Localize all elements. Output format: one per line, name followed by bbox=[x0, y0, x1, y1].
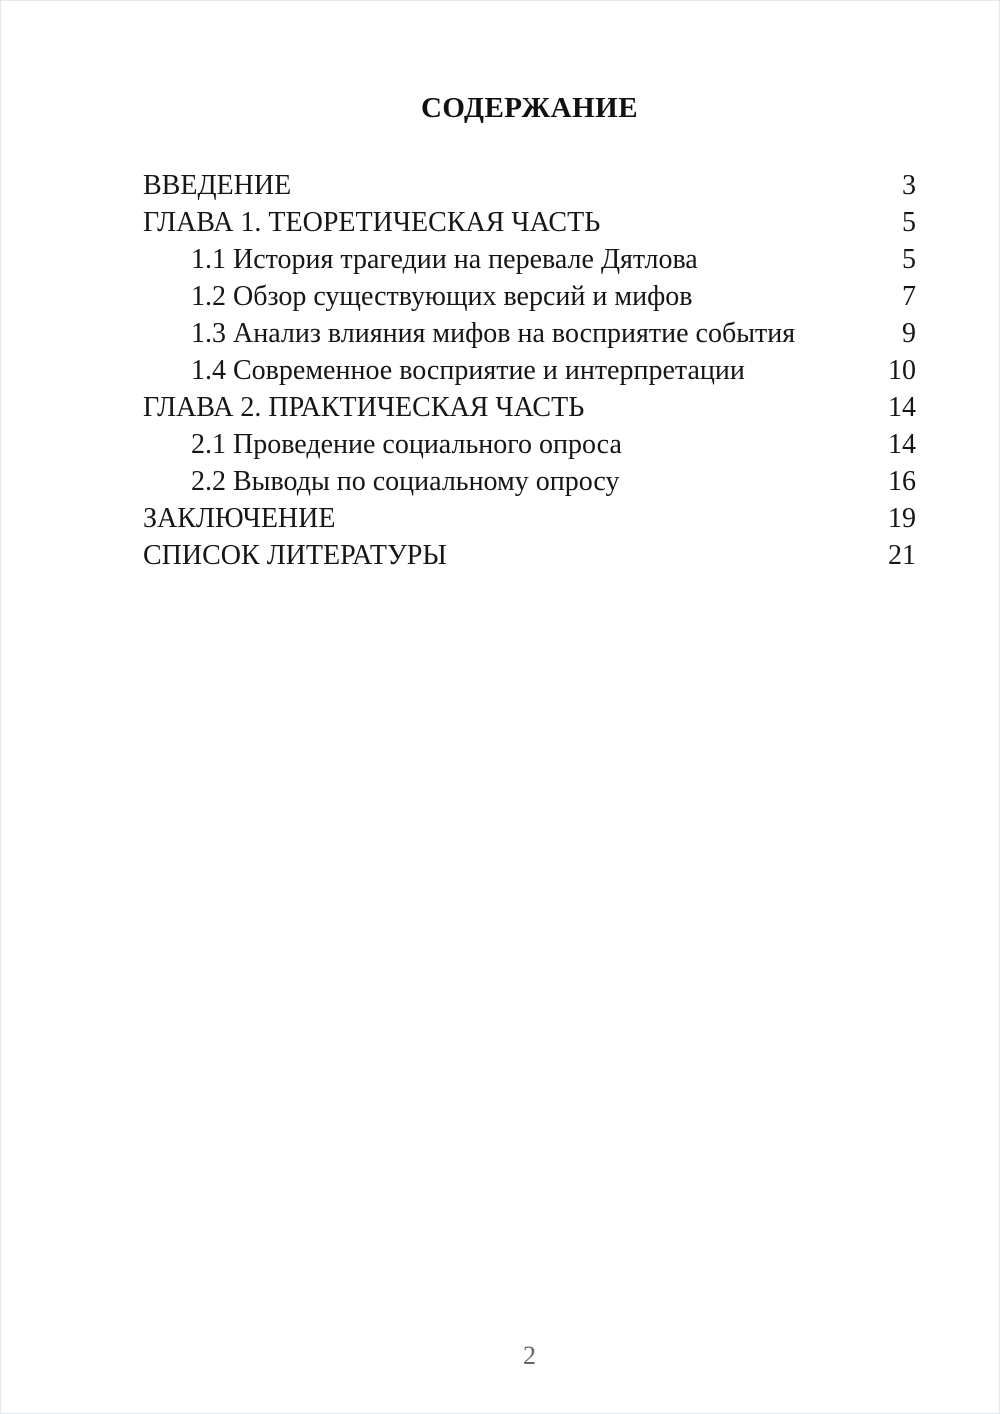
toc-entry bbox=[143, 537, 916, 574]
toc-entry-page: 7 bbox=[902, 281, 916, 312]
toc-entry-label: 1.2 Обзор существующих версий и мифов bbox=[191, 281, 693, 312]
toc-entry-page: 3 bbox=[902, 170, 916, 201]
toc-entry-page: 5 bbox=[902, 244, 916, 275]
toc-entry-label: 2.1 Проведение социального опроса bbox=[191, 429, 622, 460]
toc-entry bbox=[143, 463, 916, 500]
toc-entry-label: СПИСОК ЛИТЕРАТУРЫ bbox=[143, 540, 447, 571]
footer-page-number: 2 bbox=[523, 1341, 536, 1370]
toc-entry-label: ГЛАВА 1. ТЕОРЕТИЧЕСКАЯ ЧАСТЬ bbox=[143, 207, 601, 238]
toc-entry bbox=[143, 167, 916, 204]
toc-entry-label: 1.3 Анализ влияния мифов на восприятие события bbox=[191, 318, 796, 349]
toc-entry-page: 19 bbox=[888, 503, 916, 534]
toc-entry-page: 14 bbox=[888, 429, 916, 460]
toc-entry-page: 9 bbox=[902, 318, 916, 349]
toc-entry-label: 1.4 Современное восприятие и интерпретации bbox=[191, 355, 745, 386]
toc-entry-label: 1.1 История трагедии на перевале Дятлова bbox=[191, 244, 698, 275]
toc-entry-page: 5 bbox=[902, 207, 916, 238]
toc-entry-page: 14 bbox=[888, 392, 916, 423]
toc-entry bbox=[143, 500, 916, 537]
page-title: СОДЕРЖАНИЕ bbox=[420, 92, 639, 124]
toc-entry-label: ВВЕДЕНИЕ bbox=[143, 170, 292, 201]
toc-entry-page: 16 bbox=[888, 466, 916, 497]
toc-entry-label: 2.2 Выводы по социальному опросу bbox=[191, 466, 620, 497]
toc-entry bbox=[143, 278, 916, 315]
toc-entry bbox=[143, 315, 916, 352]
toc-entry-label: ЗАКЛЮЧЕНИЕ bbox=[143, 503, 336, 534]
toc-entry bbox=[143, 241, 916, 278]
toc-entry bbox=[143, 426, 916, 463]
toc-entry bbox=[143, 389, 916, 426]
toc-entry-page: 10 bbox=[888, 355, 916, 386]
toc-entry-page: 21 bbox=[888, 540, 916, 571]
toc-list bbox=[143, 167, 916, 574]
toc-entry-label: ГЛАВА 2. ПРАКТИЧЕСКАЯ ЧАСТЬ bbox=[143, 392, 585, 423]
toc-entry bbox=[143, 204, 916, 241]
toc-entry bbox=[143, 352, 916, 389]
